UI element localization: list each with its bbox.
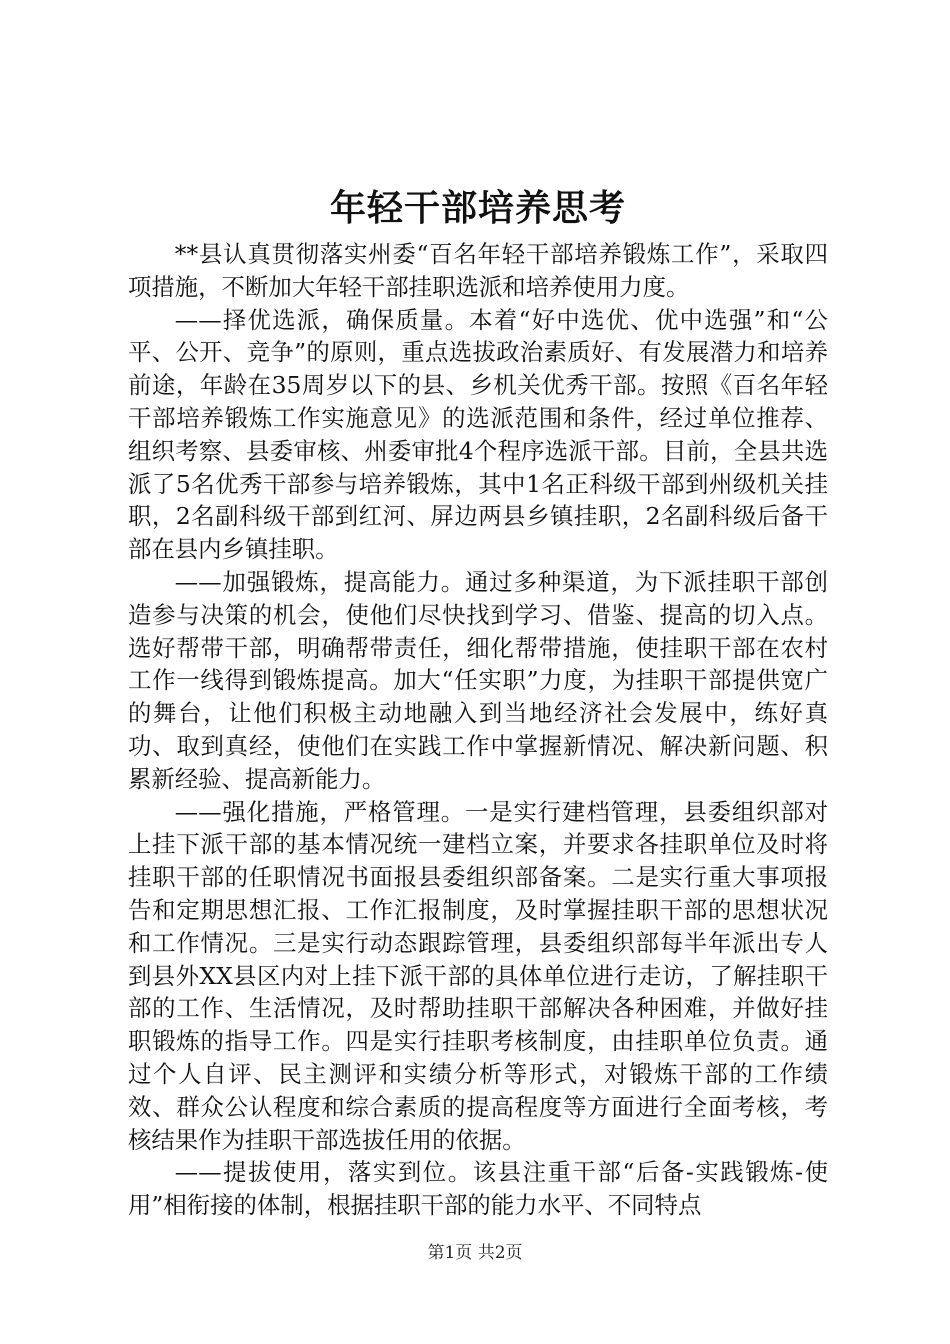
document-body bbox=[128, 238, 828, 1222]
document-page bbox=[128, 178, 828, 1222]
paragraph-intro: **县认真贯彻落实州委“百名年轻干部培养锻炼工作”，采取四项措施，不断加大年轻干部挂职选派和培养使用力度。 bbox=[128, 240, 828, 301]
paragraph-training: ——加强锻炼，提高能力。通过多种渠道，为下派挂职干部创造参与决策的机会，使他们尽快找到学习、借鉴、提高的切入点。选好帮带干部，明确帮带责任，细化帮带措施，使挂职干部在农村工作一线得到锻炼提高。加大“任实职”力度，为挂职干部提供宽广的舞台，让他们积极主动地融入到当地经济社会发展中，练好真功、取到真经，使他们在实践工作中掌握新情况、解决新问题、积累新经验、提高新能力。 bbox=[128, 567, 828, 793]
page-footer: 第1页 共2页 bbox=[427, 1243, 523, 1263]
paragraph-selection: ——择优选派，确保质量。本着“好中选优、优中选强”和“公平、公开、竞争”的原则，重点选拔政治素质好、有发展潜力和培养前途，年龄在35周岁以下的县、乡机关优秀干部。按照《百名年轻干部培养锻炼工作实施意见》的选派范围和条件，经过单位推荐、组织考察、县委审核、州委审批4个程序选派干部。目前，全县共选派了5名优秀干部参与培养锻炼，其中1名正科级干部到州级机关挂职，2名副科级干部到红河、屏边两县乡镇挂职，2名副科级后备干部在县内乡镇挂职。 bbox=[128, 305, 828, 564]
paragraph-promotion: ——提拔使用，落实到位。该县注重干部“后备-实践锻炼-使用”相衔接的体制，根据挂职干部的能力水平、不同特点 bbox=[128, 1158, 828, 1220]
paragraph-management: ——强化措施，严格管理。一是实行建档管理，县委组织部对上挂下派干部的基本情况统一建档立案，并要求各挂职单位及时将挂职干部的任职情况书面报县委组织部备案。二是实行重大事项报告和定期思想汇报、工作汇报制度，及时掌握挂职干部的思想状况和工作情况。三是实行动态跟踪管理，县委组织部每半年派出专人到县外XX县区内对上挂下派干部的具体单位进行走访，了解挂职干部的工作、生活情况，及时帮助挂职干部解决各种困难，并做好挂职锻炼的指导工作。四是实行挂职考核制度，由挂职单位负责。通过个人自评、民主测评和实绩分析等形式，对锻炼干部的工作绩效、群众公认程度和综合素质的提高程度等方面进行全面考核，考核结果作为挂职干部选拔任用的依据。 bbox=[128, 797, 828, 1154]
document-title: 年轻干部培养思考 bbox=[329, 187, 626, 229]
